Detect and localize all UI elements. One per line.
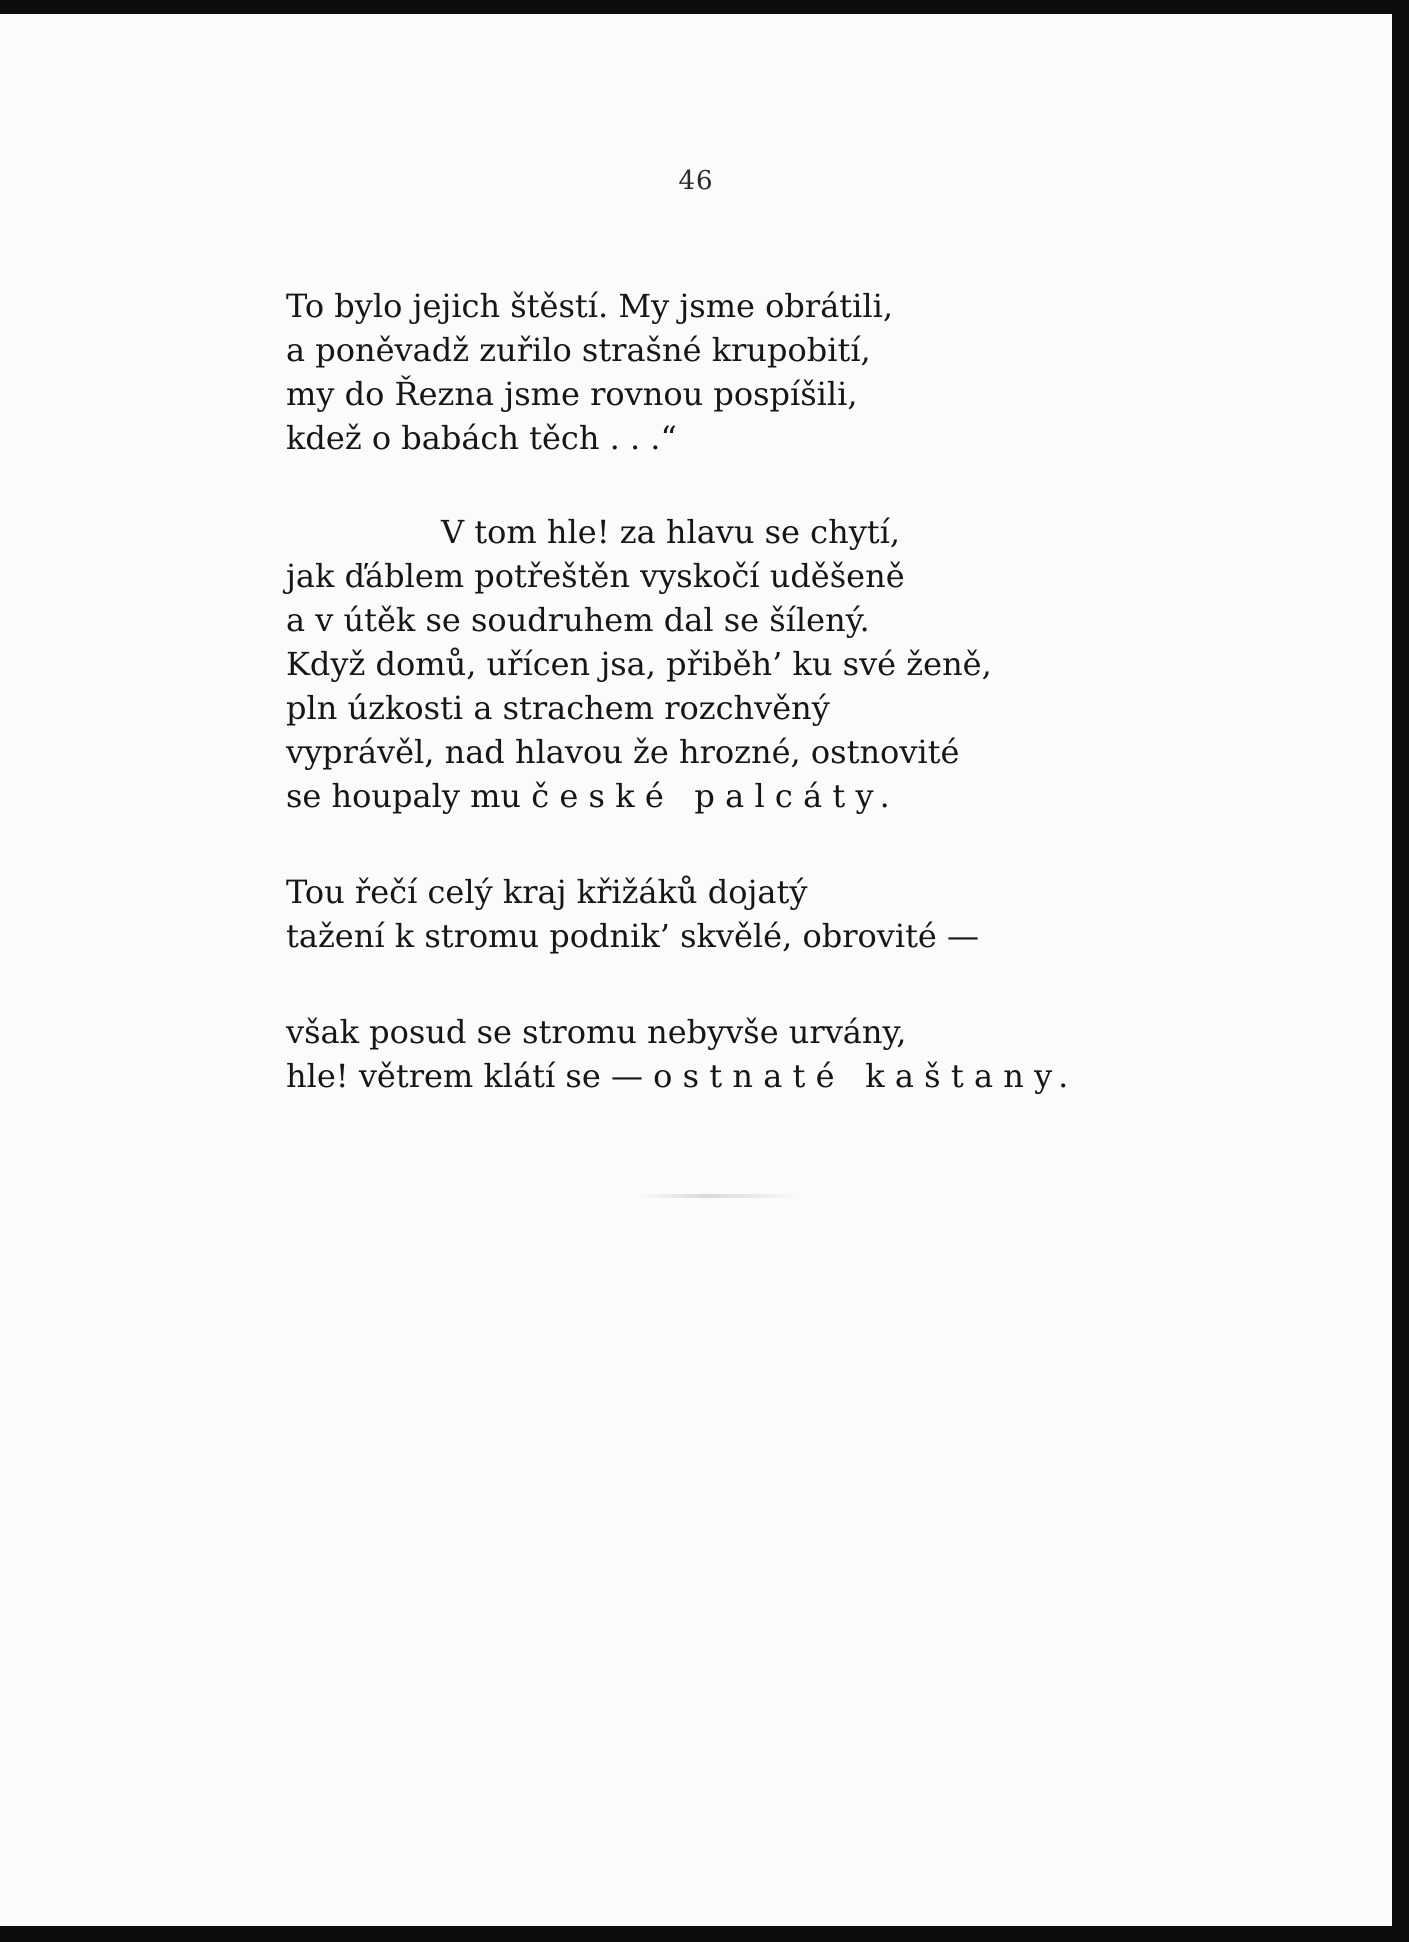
poem-text: hle! větrem klátí se — [286,1057,654,1095]
stanza-1 [286,284,893,460]
poem-line: To bylo jejich štěstí. My jsme obrátili, [286,287,893,325]
poem-line: pln úzkosti a strachem rozchvěný [286,689,830,727]
page-number: 46 [678,166,714,196]
poem-line-indented: V tom hle! za hlavu se chytí, [441,513,901,551]
poem-line: Tou řečí celý kraj křižáků dojatý [286,873,808,911]
scan-border-right [1392,0,1409,1942]
poem-line: kdež o babách těch . . .“ [286,419,677,457]
stanza-2 [286,510,992,818]
emphasized-text: ostnaté kaštany. [653,1057,1079,1095]
poem-line: jak ďáblem potřeštěn vyskočí uděšeně [286,557,905,595]
poem-line [286,774,992,818]
poem-line: však posud se stromu nebyvše urvány, [286,1013,907,1051]
scan-border-bottom [0,1926,1409,1942]
emphasized-text: české palcáty. [531,777,900,815]
scan-smudge [640,1194,800,1198]
poem-line: a v útěk se soudruhem dal se šílený. [286,601,870,639]
book-page [0,14,1392,1926]
poem-line: tažení k stromu podnik’ skvělé, obrovité — [286,917,980,955]
stanza-3 [286,870,979,958]
poem-text: se houpaly mu [286,777,532,815]
poem-line: Když domů, uřícen jsa, přiběh’ ku své ženě, [286,645,992,683]
stanza-4 [286,1010,1079,1098]
poem-line: my do Řezna jsme rovnou pospíšili, [286,375,858,413]
poem-line: a poněvadž zuřilo strašné krupobití, [286,331,871,369]
poem-line [286,1054,1079,1098]
poem-line: vyprávěl, nad hlavou že hrozné, ostnovité [286,733,960,771]
